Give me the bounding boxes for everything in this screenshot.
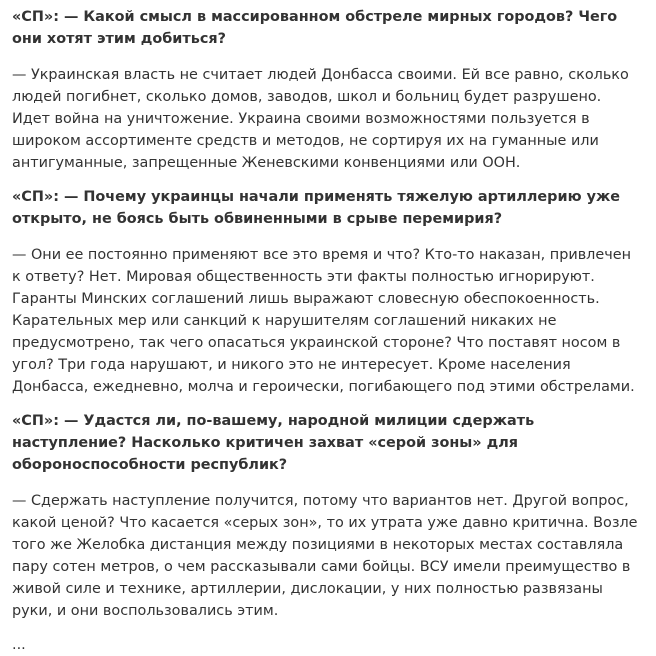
continuation-ellipsis: ... xyxy=(12,637,26,653)
answer-2: — Они ее постоянно применяют все это время и что? Кто-то наказан, привлечен к ответу? Нет. Мировая общественность эти факты полностью игнорируют. Гаранты Минских соглашений лишь выражают словесную обеспокоенность. Карательных мер или санкций к нарушителям соглашений никаких не предусмотрено, так чего опасаться украинской стороне? Что поставят носом в угол? Три года нарушают, и никого это не интересует. Кроме населения Донбасса, ежедневно, молча и героически, погибающего под этими обстрелами. xyxy=(12,247,635,395)
answer-1: — Украинская власть не считает людей Донбасса своими. Ей все равно, сколько людей погибнет, сколько домов, заводов, школ и больниц будет разрушено. Идет война на уничтожение. Украина своими возможностями пользуется в широком ассортименте средств и методов, не сортируя их на гуманные или антигуманные, запрещенные Женевскими конвенциями или ООН. xyxy=(12,67,629,171)
qa-block-2 xyxy=(12,186,640,398)
question-1: «СП»: — Какой смысл в массированном обстреле мирных городов? Чего они хотят этим добиться? xyxy=(12,9,618,47)
question-2: «СП»: — Почему украинцы начали применять тяжелую артиллерию уже открыто, не боясь быть обвиненными в срыве перемирия? xyxy=(12,189,621,227)
answer-3: — Сдержать наступление получится, потому что вариантов нет. Другой вопрос, какой ценой? Что касается «серых зон», то их утрата уже давно критична. Возле того же Желобка дистанция между позициями в некоторых местах составляла пару сотен метров, о чем рассказывали сами бойцы. ВСУ имели преимущество в живой силе и технике, артиллерии, дислокации, у них полностью развязаны руки, и они воспользовались этим. xyxy=(12,493,638,619)
question-3: «СП»: — Удастся ли, по-вашему, народной милиции сдержать наступление? Насколько критичен захват «серой зоны» для обороноспособности республик? xyxy=(12,413,535,473)
qa-block-1 xyxy=(12,6,640,174)
qa-block-3 xyxy=(12,410,640,622)
